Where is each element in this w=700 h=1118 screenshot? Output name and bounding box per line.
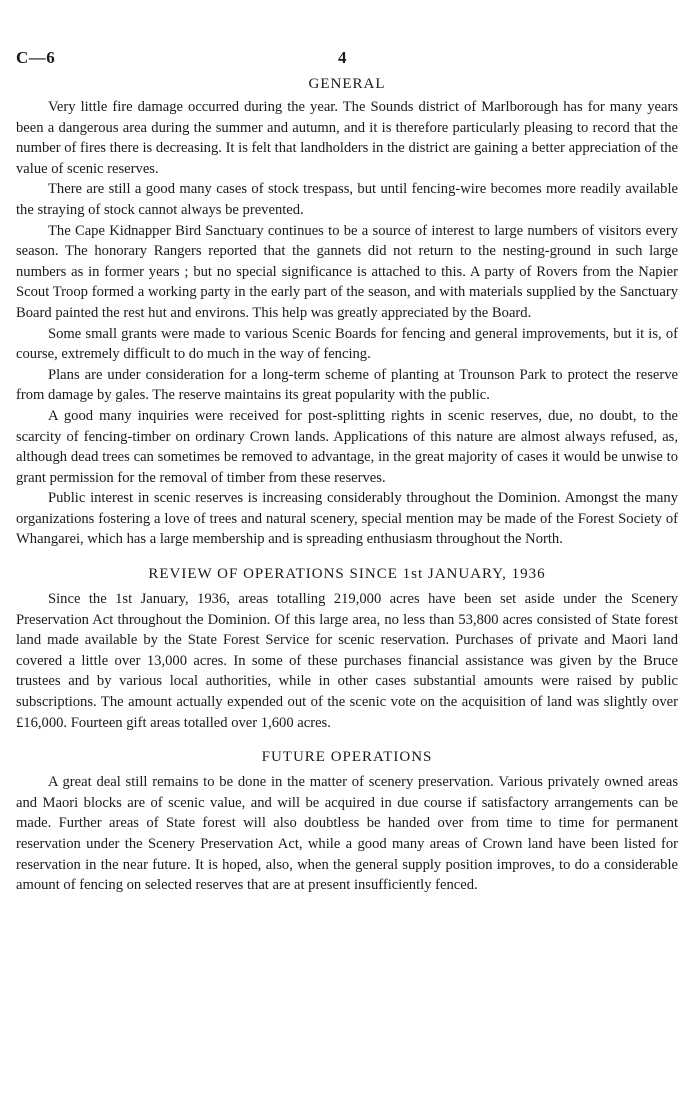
section-heading: REVIEW OF OPERATIONS SINCE 1st JANUARY, 1936 — [148, 566, 546, 583]
document-reference: C—6 — [16, 48, 56, 67]
section-future-operations — [16, 749, 678, 896]
paragraph: Plans are under consideration for a long-term scheme of planting at Trounson Park to protect the reserve from damage by gales. The reserve maintains its great popularity with the public. — [16, 366, 678, 404]
document-page — [16, 40, 678, 896]
paragraph: Public interest in scenic reserves is increasing considerably throughout the Dominion. Amongst the many organizations fostering a love of trees and natural scenery, special mention may be made of the Forest Society of Whangarei, which has a large membership and is spreading enthusiasm throughout the North. — [16, 490, 678, 548]
paragraph: Some small grants were made to various Scenic Boards for fencing and general improvements, but it is, of course, extremely difficult to do much in the way of fencing. — [16, 325, 678, 363]
paragraph: The Cape Kidnapper Bird Sanctuary continues to be a source of interest to large numbers of visitors every season. The honorary Rangers reported that the gannets did not return to the nesting-ground in such large numbers as in former years ; but no special significance is attached to this. A party of Rovers from the Napier Scout Troop formed a working party in the early part of the season, and with materials supplied by the Sanctuary Board painted the rest hut and environs. This help was greatly appreciated by the Board. — [16, 222, 678, 321]
paragraph: Very little fire damage occurred during the year. The Sounds district of Marlborough has for many years been a dangerous area during the summer and autumn, and it is therefore particularly pleasing to record that the number of fires there is decreasing. It is felt that landholders in the district are gaining a better appreciation of the value of scenic reserves. — [16, 99, 678, 177]
page-number: 4 — [338, 48, 347, 67]
section-heading: GENERAL — [308, 76, 386, 92]
paragraph: A great deal still remains to be done in the matter of scenery preservation. Various privately owned areas and Maori blocks are of scenic value, and will be acquired in due course if satisfactory arrangements can be made. Further areas of State forest will also doubtless be handed over from time to time for permanent reservation under the Scenery Preservation Act, while a good many areas of Crown land have been listed for reservation in the near future. It is hoped, also, when the general supply position improves, to do a considerable amount of fencing on selected reserves that are at present insufficiently fenced. — [16, 774, 678, 894]
paragraph: A good many inquiries were received for post-splitting rights in scenic reserves, due, no doubt, to the scarcity of fencing-timber on ordinary Crown lands. Applications of this nature are almost always refused, as, although dead trees can sometimes be removed to advantage, in the great majority of cases it would be unwise to grant permission for the removal of timber from these reserves. — [16, 407, 678, 486]
paragraph: Since the 1st January, 1936, areas totalling 219,000 acres have been set aside under the Scenery Preservation Act throughout the Dominion. Of this large area, no less than 53,800 acres consisted of State forest land made available by the State Forest Service for scenic reservation. Purchases of private and Maori land covered a little over 13,000 acres. In some of these purchases financial assistance was given by the Bruce trustees and by various local authorities, while in other cases substantial amounts were raised by public subscriptions. The amount actually expended out of the scenic vote on the acquisition of land was slightly over £16,000. Fourteen gift areas totalled over 1,600 acres. — [16, 591, 678, 731]
section-general — [16, 76, 678, 550]
page-header — [16, 40, 678, 70]
paragraph: There are still a good many cases of stock trespass, but until fencing-wire becomes more readily available the straying of stock cannot always be prevented. — [16, 181, 678, 218]
section-heading: FUTURE OPERATIONS — [261, 749, 433, 766]
section-review-of-operations — [16, 566, 678, 733]
